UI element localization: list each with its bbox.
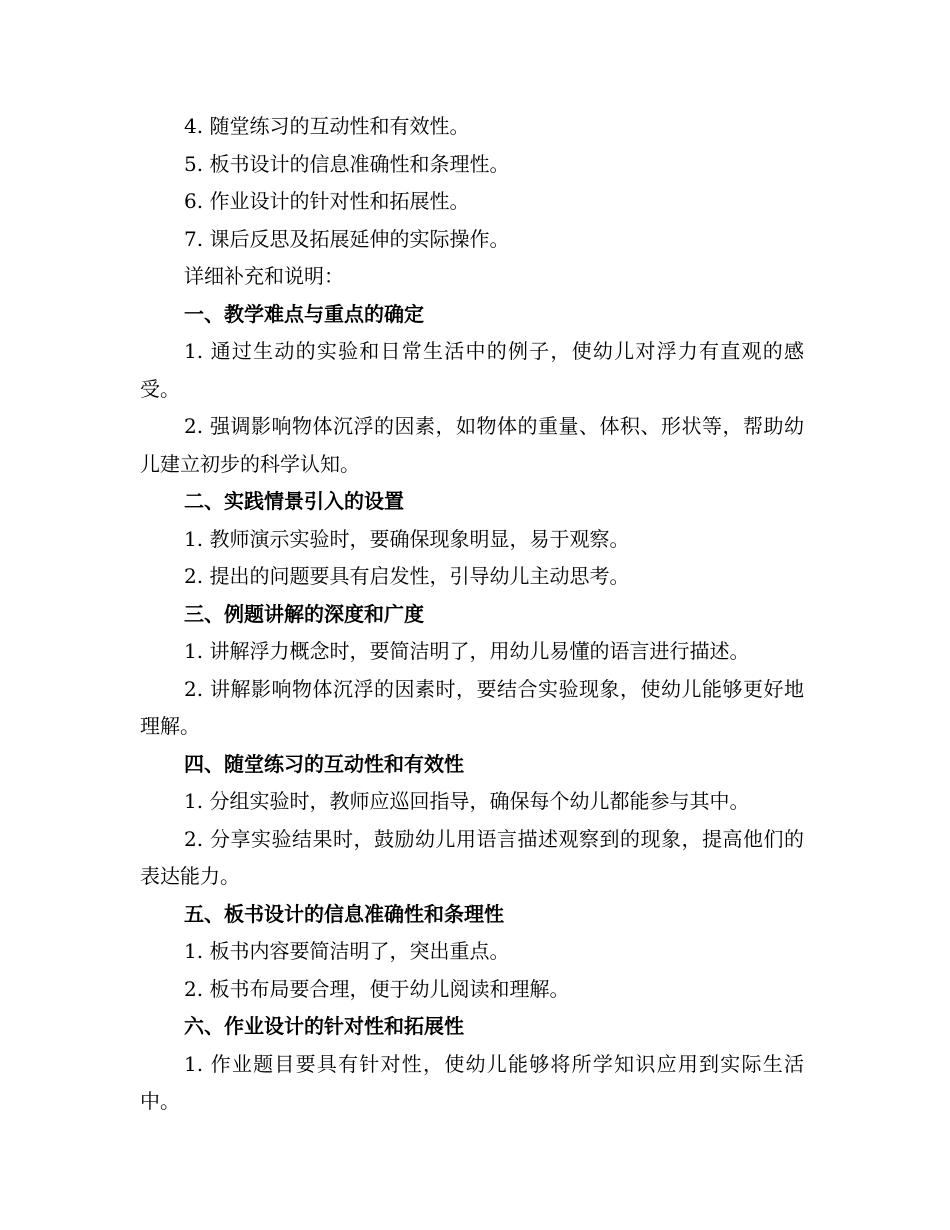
list-item: 4. 随堂练习的互动性和有效性。 <box>184 114 470 138</box>
section-heading: 一、教学难点与重点的确定 <box>184 301 424 326</box>
section-heading: 六、作业设计的针对性和拓展性 <box>184 1014 464 1038</box>
section-heading: 三、例题讲解的深度和广度 <box>184 601 424 626</box>
paragraph: 1. 作业题目要具有针对性，使幼儿能够将所学知识应用到实际生活中。 <box>140 1051 804 1113</box>
section-heading: 四、随堂练习的互动性和有效性 <box>184 751 464 776</box>
paragraph: 1. 讲解浮力概念时，要简洁明了，用幼儿易懂的语言进行描述。 <box>184 639 750 663</box>
list-item: 7. 课后反思及拓展延伸的实际操作。 <box>184 226 510 251</box>
list-item: 6. 作业设计的针对性和拓展性。 <box>184 189 470 213</box>
paragraph: 1. 分组实验时，教师应巡回指导，确保每个幼儿都能参与其中。 <box>184 789 750 813</box>
section-heading: 二、实践情景引入的设置 <box>184 489 404 513</box>
paragraph: 1. 板书内容要简洁明了，突出重点。 <box>184 939 510 963</box>
document-body <box>140 108 804 1121</box>
paragraph: 2. 强调影响物体沉浮的因素，如物体的重量、体积、形状等，帮助幼儿建立初步的科学认知。 <box>140 414 804 476</box>
section-heading: 五、板书设计的信息准确性和条理性 <box>184 901 504 926</box>
intro-text: 详细补充和说明： <box>184 264 344 288</box>
paragraph: 1. 通过生动的实验和日常生活中的例子，使幼儿对浮力有直观的感受。 <box>140 339 804 401</box>
paragraph: 2. 讲解影响物体沉浮的因素时，要结合实验现象，使幼儿能够更好地理解。 <box>140 676 804 738</box>
list-item: 5. 板书设计的信息准确性和条理性。 <box>184 151 510 176</box>
paragraph: 2. 板书布局要合理，便于幼儿阅读和理解。 <box>184 976 570 1001</box>
paragraph: 1. 教师演示实验时，要确保现象明显，易于观察。 <box>184 526 630 551</box>
paragraph: 2. 分享实验结果时，鼓励幼儿用语言描述观察到的现象，提高他们的表达能力。 <box>140 826 804 888</box>
paragraph: 2. 提出的问题要具有启发性，引导幼儿主动思考。 <box>184 564 630 588</box>
